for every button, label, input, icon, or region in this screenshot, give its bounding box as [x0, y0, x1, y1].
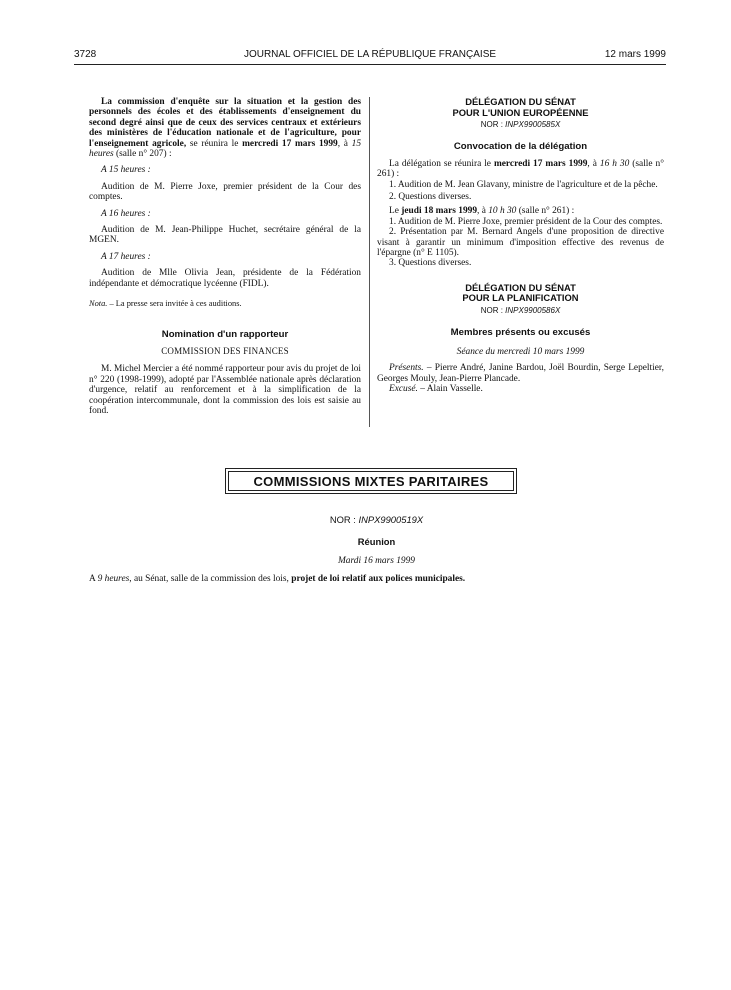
- agenda-item: 1. Audition de M. Jean Glavany, ministre de l'agriculture et de la pêche.: [389, 179, 658, 190]
- enquete-hour: 15 heures: [89, 138, 361, 160]
- agenda-item: 2. Questions diverses.: [389, 192, 472, 203]
- nota-label: Nota.: [89, 299, 108, 309]
- nor-reference: NOR : INPX9900586X: [480, 305, 561, 315]
- left-column: [89, 97, 361, 416]
- agenda-item: 3. Questions diverses.: [389, 258, 472, 269]
- session-time: A 15 heures :: [101, 165, 151, 176]
- agenda-item: 2. Présentation par M. Bernard Angels d'une proposition de directive visant à garantir un minimum d'imposition effective des revenus de l'épargne (n° E 1105).: [377, 227, 664, 259]
- session-time: A 17 heures :: [101, 251, 151, 262]
- delegation-plan-heading: DÉLÉGATION DU SÉNAT POUR LA PLANIFICATION: [462, 281, 579, 304]
- session-time: A 16 heures :: [101, 208, 151, 219]
- journal-title: JOURNAL OFFICIEL DE LA RÉPUBLIQUE FRANÇAISE: [243, 49, 497, 60]
- header-rule: [74, 64, 666, 65]
- session-text: Audition de Mlle Olivia Jean, présidente de la Fédération indépendante et démocratique lycéenne (FIDL).: [89, 268, 361, 289]
- cmp-nor: NOR : INPX9900519X: [329, 514, 424, 525]
- right-column: [377, 97, 664, 394]
- convocation-p1: La délégation se réunira le mercredi 17 mars 1999, à 16 h 30 (salle n° 261) :: [377, 158, 664, 180]
- enquete-commission-name: La commission d'enquête sur la situation et la gestion des personnels des écoles et des établissements d'enseignement du second degré ainsi que de ceux des services centraux et extérieurs des ministères de l'éducation nationale et de l'agriculture, pour l'enseignement agricole,: [89, 97, 361, 149]
- nomination-text: M. Michel Mercier a été nommé rapporteur pour avis du projet de loi n° 220 (1998-1999), adopté par l'Assemblée nationale après déclaration d'urgence, relatif au renforcement et à la simplification de la coopération intercommunale, dont la commission des lois est saisie au fond.: [89, 364, 361, 416]
- session-text: Audition de M. Pierre Joxe, premier président de la Cour des comptes.: [89, 181, 361, 203]
- delegation-ue-heading: DÉLÉGATION DU SÉNAT POUR L'UNION EUROPÉENNE: [452, 96, 589, 118]
- header-date: 12 mars 1999: [604, 49, 666, 60]
- column-divider: [369, 97, 370, 427]
- nor-reference: NOR : INPX9900585X: [480, 120, 561, 129]
- excuses-list: Excusé. – Alain Vasselle.: [389, 383, 483, 394]
- convocation-p2: Le jeudi 18 mars 1999, à 10 h 30 (salle n° 261) :: [389, 206, 575, 217]
- convocation-heading: Convocation de la délégation: [453, 141, 588, 153]
- nota: Nota. – La presse sera invitée à ces auditions.: [89, 299, 242, 309]
- cmp-text: A 9 heures, au Sénat, salle de la commission des lois, projet de loi relatif aux polices municipales.: [89, 574, 466, 584]
- page-header: [74, 49, 666, 63]
- session-text: Audition de M. Jean-Philippe Huchet, secrétaire général de la MGEN.: [89, 225, 361, 246]
- commission-finances: COMMISSION DES FINANCES: [161, 345, 289, 356]
- page-number: 3728: [74, 49, 97, 60]
- enquete-date: mercredi 17 mars 1999: [242, 138, 338, 149]
- cmp-reunion-heading: Réunion: [357, 536, 396, 547]
- enquete-intro: La commission d'enquête sur la situation et la gestion des personnels des écoles et des établissements d'enseignement du second degré ainsi que de ceux des services centraux et extérieurs des ministères de l'éducation nationale et de l'agriculture, pour l'enseignement agricole, se réunira le mercredi 17 mars 1999, à 15 heures (salle n° 207) :: [89, 97, 361, 160]
- presents-list: Présents. – Pierre André, Janine Bardou, Joël Bourdin, Serge Lepeltier, Georges Mouly, Jean-Pierre Plancade.: [377, 363, 664, 384]
- nomination-heading: Nomination d'un rapporteur: [161, 328, 289, 340]
- cmp-title-box: [225, 468, 517, 494]
- membres-heading: Membres présents ou excusés: [450, 327, 591, 339]
- cmp-title: COMMISSIONS MIXTES PARITAIRES: [228, 471, 514, 491]
- seance-date: Séance du mercredi 10 mars 1999: [456, 346, 585, 357]
- cmp-date: Mardi 16 mars 1999: [338, 556, 415, 566]
- agenda-item: 1. Audition de M. Pierre Joxe, premier président de la Cour des comptes.: [389, 216, 663, 227]
